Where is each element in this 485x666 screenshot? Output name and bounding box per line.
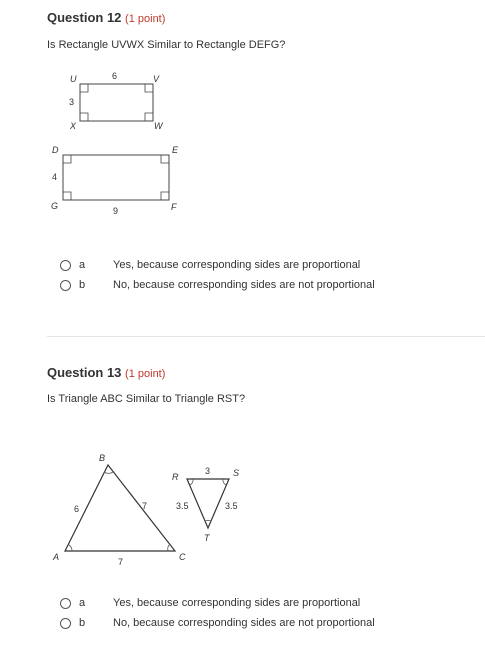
- question-12-title: Question 12: [47, 10, 122, 25]
- angle-mark: [104, 472, 113, 473]
- right-angle-mark: [145, 84, 153, 92]
- option-text: Yes, because corresponding sides are proportional: [113, 259, 361, 271]
- side-length-rt: 3.5: [176, 501, 189, 511]
- vertex-label-w: W: [154, 121, 163, 131]
- radio-button[interactable]: [60, 598, 71, 609]
- option-letter: b: [79, 617, 86, 629]
- vertex-label-a: A: [53, 552, 60, 562]
- question-13-header: [47, 365, 165, 380]
- vertex-label-x: X: [70, 121, 77, 131]
- angle-mark: [69, 545, 72, 551]
- angle-mark: [168, 544, 170, 551]
- vertex-label-g: G: [51, 201, 59, 211]
- question-12-points: (1 point): [125, 13, 166, 25]
- option-letter: a: [79, 259, 86, 271]
- side-length-bottom: 9: [113, 206, 119, 216]
- right-angle-mark: [161, 192, 169, 200]
- radio-button[interactable]: [60, 618, 71, 629]
- side-length-bc: 7: [142, 501, 148, 511]
- vertex-label-b: B: [99, 453, 106, 463]
- question-13-points: (1 point): [125, 368, 166, 380]
- option-text: No, because corresponding sides are not proportional: [113, 617, 375, 629]
- question-12-prompt: Is Rectangle UVWX Similar to Rectangle DEFG?: [47, 39, 286, 51]
- right-angle-mark: [80, 84, 88, 92]
- angle-mark: [205, 520, 211, 521]
- question-divider: [47, 336, 485, 337]
- right-angle-mark: [63, 155, 71, 163]
- right-angle-mark: [145, 113, 153, 121]
- option-text: Yes, because corresponding sides are proportional: [113, 597, 361, 609]
- side-length-left: 4: [52, 172, 58, 182]
- rectangles-figure: [0, 0, 485, 230]
- triangle-abc: [65, 465, 175, 551]
- side-length-ab: 6: [74, 504, 80, 514]
- rectangle-uvwx: [80, 84, 153, 121]
- right-angle-mark: [161, 155, 169, 163]
- angle-mark: [223, 479, 226, 485]
- vertex-label-u: U: [70, 74, 77, 84]
- vertex-label-d: D: [52, 145, 59, 155]
- question-13-title: Question 13: [47, 365, 122, 380]
- question-13-prompt: Is Triangle ABC Similar to Triangle RST?: [47, 393, 246, 405]
- vertex-label-f: F: [171, 202, 177, 212]
- side-length-top: 6: [112, 71, 118, 81]
- angle-mark: [190, 479, 193, 485]
- vertex-label-c: C: [179, 552, 186, 562]
- radio-button[interactable]: [60, 260, 71, 271]
- triangle-rst: [187, 479, 229, 528]
- rectangle-defg: [63, 155, 169, 200]
- side-length-ac: 7: [118, 557, 124, 567]
- vertex-label-r: R: [172, 472, 179, 482]
- option-text: No, because corresponding sides are not proportional: [113, 279, 375, 291]
- side-length-rs: 3: [205, 466, 211, 476]
- radio-button[interactable]: [60, 280, 71, 291]
- right-angle-mark: [80, 113, 88, 121]
- option-letter: b: [79, 279, 86, 291]
- side-length-left: 3: [69, 97, 75, 107]
- vertex-label-e: E: [172, 145, 179, 155]
- option-letter: a: [79, 597, 86, 609]
- vertex-label-v: V: [153, 74, 160, 84]
- right-angle-mark: [63, 192, 71, 200]
- vertex-label-s: S: [233, 468, 240, 478]
- side-length-st: 3.5: [225, 501, 238, 511]
- vertex-label-t: T: [204, 533, 210, 543]
